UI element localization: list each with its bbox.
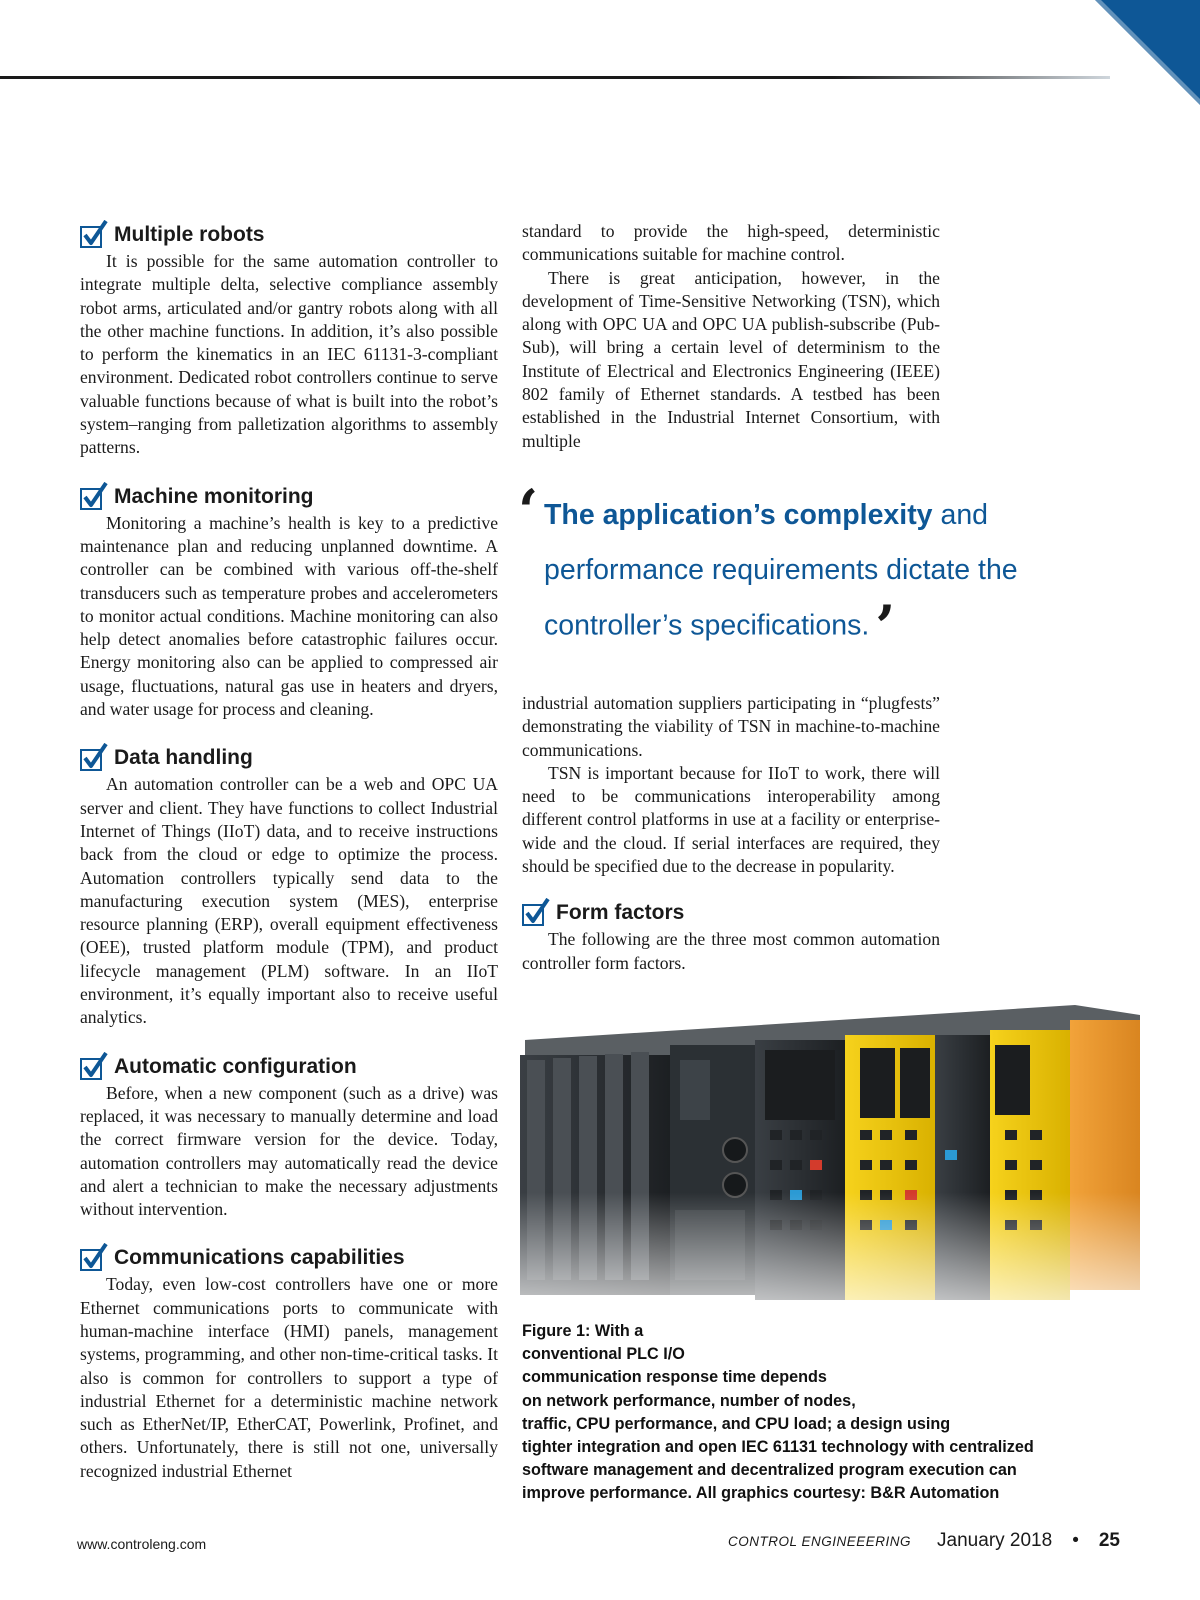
body-paragraph: It is possible for the same automation controller to integrate multiple delta, selective compliance assembly robot arms, articulated and/or gantry robots along with all the other machine functions. In addition, it’s also possible to perform the kinematics in an IEC 61131-3-compliant environment. Dedicated robot controllers continue to serve valuable functions because of what is built into the robot’s system–ranging from palletization algorithms to assembly patterns. bbox=[80, 251, 498, 458]
caption-line: tighter integration and open IEC 61131 technology with centralized bbox=[522, 1438, 1034, 1457]
checkbox-check-icon bbox=[80, 1052, 108, 1082]
section-heading: Communications capabilities bbox=[114, 1246, 405, 1270]
section-machine-monitoring bbox=[80, 482, 498, 722]
body-paragraph: There is great anticipation, however, in the development of Time-Sensitive Networking (TSN), which along with OPC UA and OPC UA publish-subscribe (Pub-Sub), will bring a certain level of determinism to the Institute of Electrical and Electronics Engineering (IEEE) 802 family of Ethernet standards. A testbed has been established in the Industrial Internet Consortium, with multiple bbox=[522, 267, 940, 451]
caption-line: on network performance, number of nodes, bbox=[522, 1391, 856, 1410]
pull-quote-rest: and performance requirements dictate the controller’s specifications. bbox=[544, 499, 1018, 642]
body-paragraph: industrial automation suppliers participating in “plugfests” demonstrating the viability of TSN in machine-to-machine communications. bbox=[522, 693, 940, 760]
section-form-factors bbox=[522, 898, 940, 975]
header-rule bbox=[0, 76, 1110, 79]
section-heading: Form factors bbox=[556, 901, 685, 925]
corner-tab-decoration bbox=[1095, 0, 1200, 105]
pull-quote bbox=[518, 477, 1078, 661]
checkbox-check-icon bbox=[522, 898, 550, 928]
open-quote-mark: ‘ bbox=[518, 477, 539, 545]
page-footer bbox=[77, 1530, 1120, 1560]
figure-caption bbox=[522, 1320, 1122, 1506]
body-paragraph: Monitoring a machine’s health is key to a predictive maintenance plan and reducing unplanned downtime. A controller can be combined with various off-the-shelf transducers such as temperature probes and accelerometers to monitor actual conditions. Machine monitoring can also help detect anomalies before catastrophic failures occur. Energy monitoring also can be applied to compressed air usage, fluctuations, natural gas use in heaters and dryers, and water usage for process and cleaning. bbox=[80, 512, 498, 720]
section-communications-capabilities bbox=[80, 1243, 498, 1483]
footer-bullet: • bbox=[1072, 1530, 1079, 1551]
checkbox-check-icon bbox=[80, 482, 108, 512]
caption-line: improve performance. All graphics courtesy: B&R Automation bbox=[522, 1484, 1000, 1503]
section-multiple-robots bbox=[80, 220, 498, 460]
section-data-handling bbox=[80, 743, 498, 1029]
section-automatic-configuration bbox=[80, 1052, 498, 1222]
caption-line: communication response time depends bbox=[522, 1368, 827, 1387]
body-paragraph: TSN is important because for IIoT to work, there will need to be communications interoperability among different control platforms in use at a facility or enterprise-wide and the cloud. If serial interfaces are required, they should be specified due to the decrease in popularity. bbox=[522, 762, 940, 877]
section-heading: Multiple robots bbox=[114, 223, 265, 246]
body-paragraph: Today, even low-cost controllers have one or more Ethernet communications ports to communicate with human-machine interface (HMI) panels, management systems, programming, and other non-time-critical tasks. It also is common for controllers to support a type of industrial Ethernet for a deterministic machine network such as EtherNet/IP, EtherCAT, Powerlink, Profinet, and others. Unfortunately, there is still not one, universally recognized industrial Ethernet bbox=[80, 1274, 498, 1481]
footer-url-link[interactable]: www.controleng.com bbox=[77, 1536, 207, 1552]
left-column bbox=[80, 220, 498, 1505]
body-paragraph: An automation controller can be a web and OPC UA server and client. They have functions to collect Industrial Internet of Things (IIoT) data, and to receive instructions back from the cloud or edge to optimize the process. Automation controllers typically send data to the manufacturing execution system (MES), enterprise resource planning (ERP), overall equipment effectiveness (OEE), trusted platform module (TPM), and product lifecycle management (PLM) software. In an IIoT environment, it’s equally important also to receive useful analytics. bbox=[80, 774, 498, 1028]
checkbox-check-icon bbox=[80, 220, 108, 250]
close-quote-mark: ’ bbox=[875, 593, 896, 661]
footer-right bbox=[728, 1530, 1120, 1552]
right-column-lower bbox=[522, 692, 940, 997]
plc-io-modules-illustration bbox=[515, 1000, 1165, 1350]
page-number: 25 bbox=[1098, 1530, 1120, 1551]
section-heading: Machine monitoring bbox=[114, 484, 314, 508]
checkbox-check-icon bbox=[80, 743, 108, 773]
pull-quote-text bbox=[544, 488, 1078, 661]
body-paragraph: The following are the three most common automation controller form factors. bbox=[522, 929, 940, 973]
body-paragraph: standard to provide the high-speed, deterministic communications suitable for machine control. bbox=[522, 221, 940, 265]
pull-quote-bold: The application’s complexity bbox=[544, 499, 933, 531]
section-heading: Automatic configuration bbox=[114, 1054, 357, 1078]
caption-line: software management and decentralized program execution can bbox=[522, 1461, 1017, 1480]
section-heading: Data handling bbox=[114, 746, 253, 770]
caption-line: traffic, CPU performance, and CPU load; a design using bbox=[522, 1414, 951, 1433]
caption-line: conventional PLC I/O bbox=[522, 1345, 685, 1364]
right-column-top bbox=[522, 220, 940, 453]
checkbox-check-icon bbox=[80, 1243, 108, 1273]
magazine-name: CONTROL ENGINEEERING bbox=[728, 1534, 912, 1549]
caption-line: Figure 1: With a bbox=[522, 1322, 644, 1340]
issue-date: January 2018 bbox=[937, 1530, 1053, 1551]
body-paragraph: Before, when a new component (such as a drive) was replaced, it was necessary to manually determine and load the correct firmware version for the device. Today, automation controllers may automatically read the device and alert a technician to make the necessary adjustments without intervention. bbox=[80, 1082, 498, 1220]
